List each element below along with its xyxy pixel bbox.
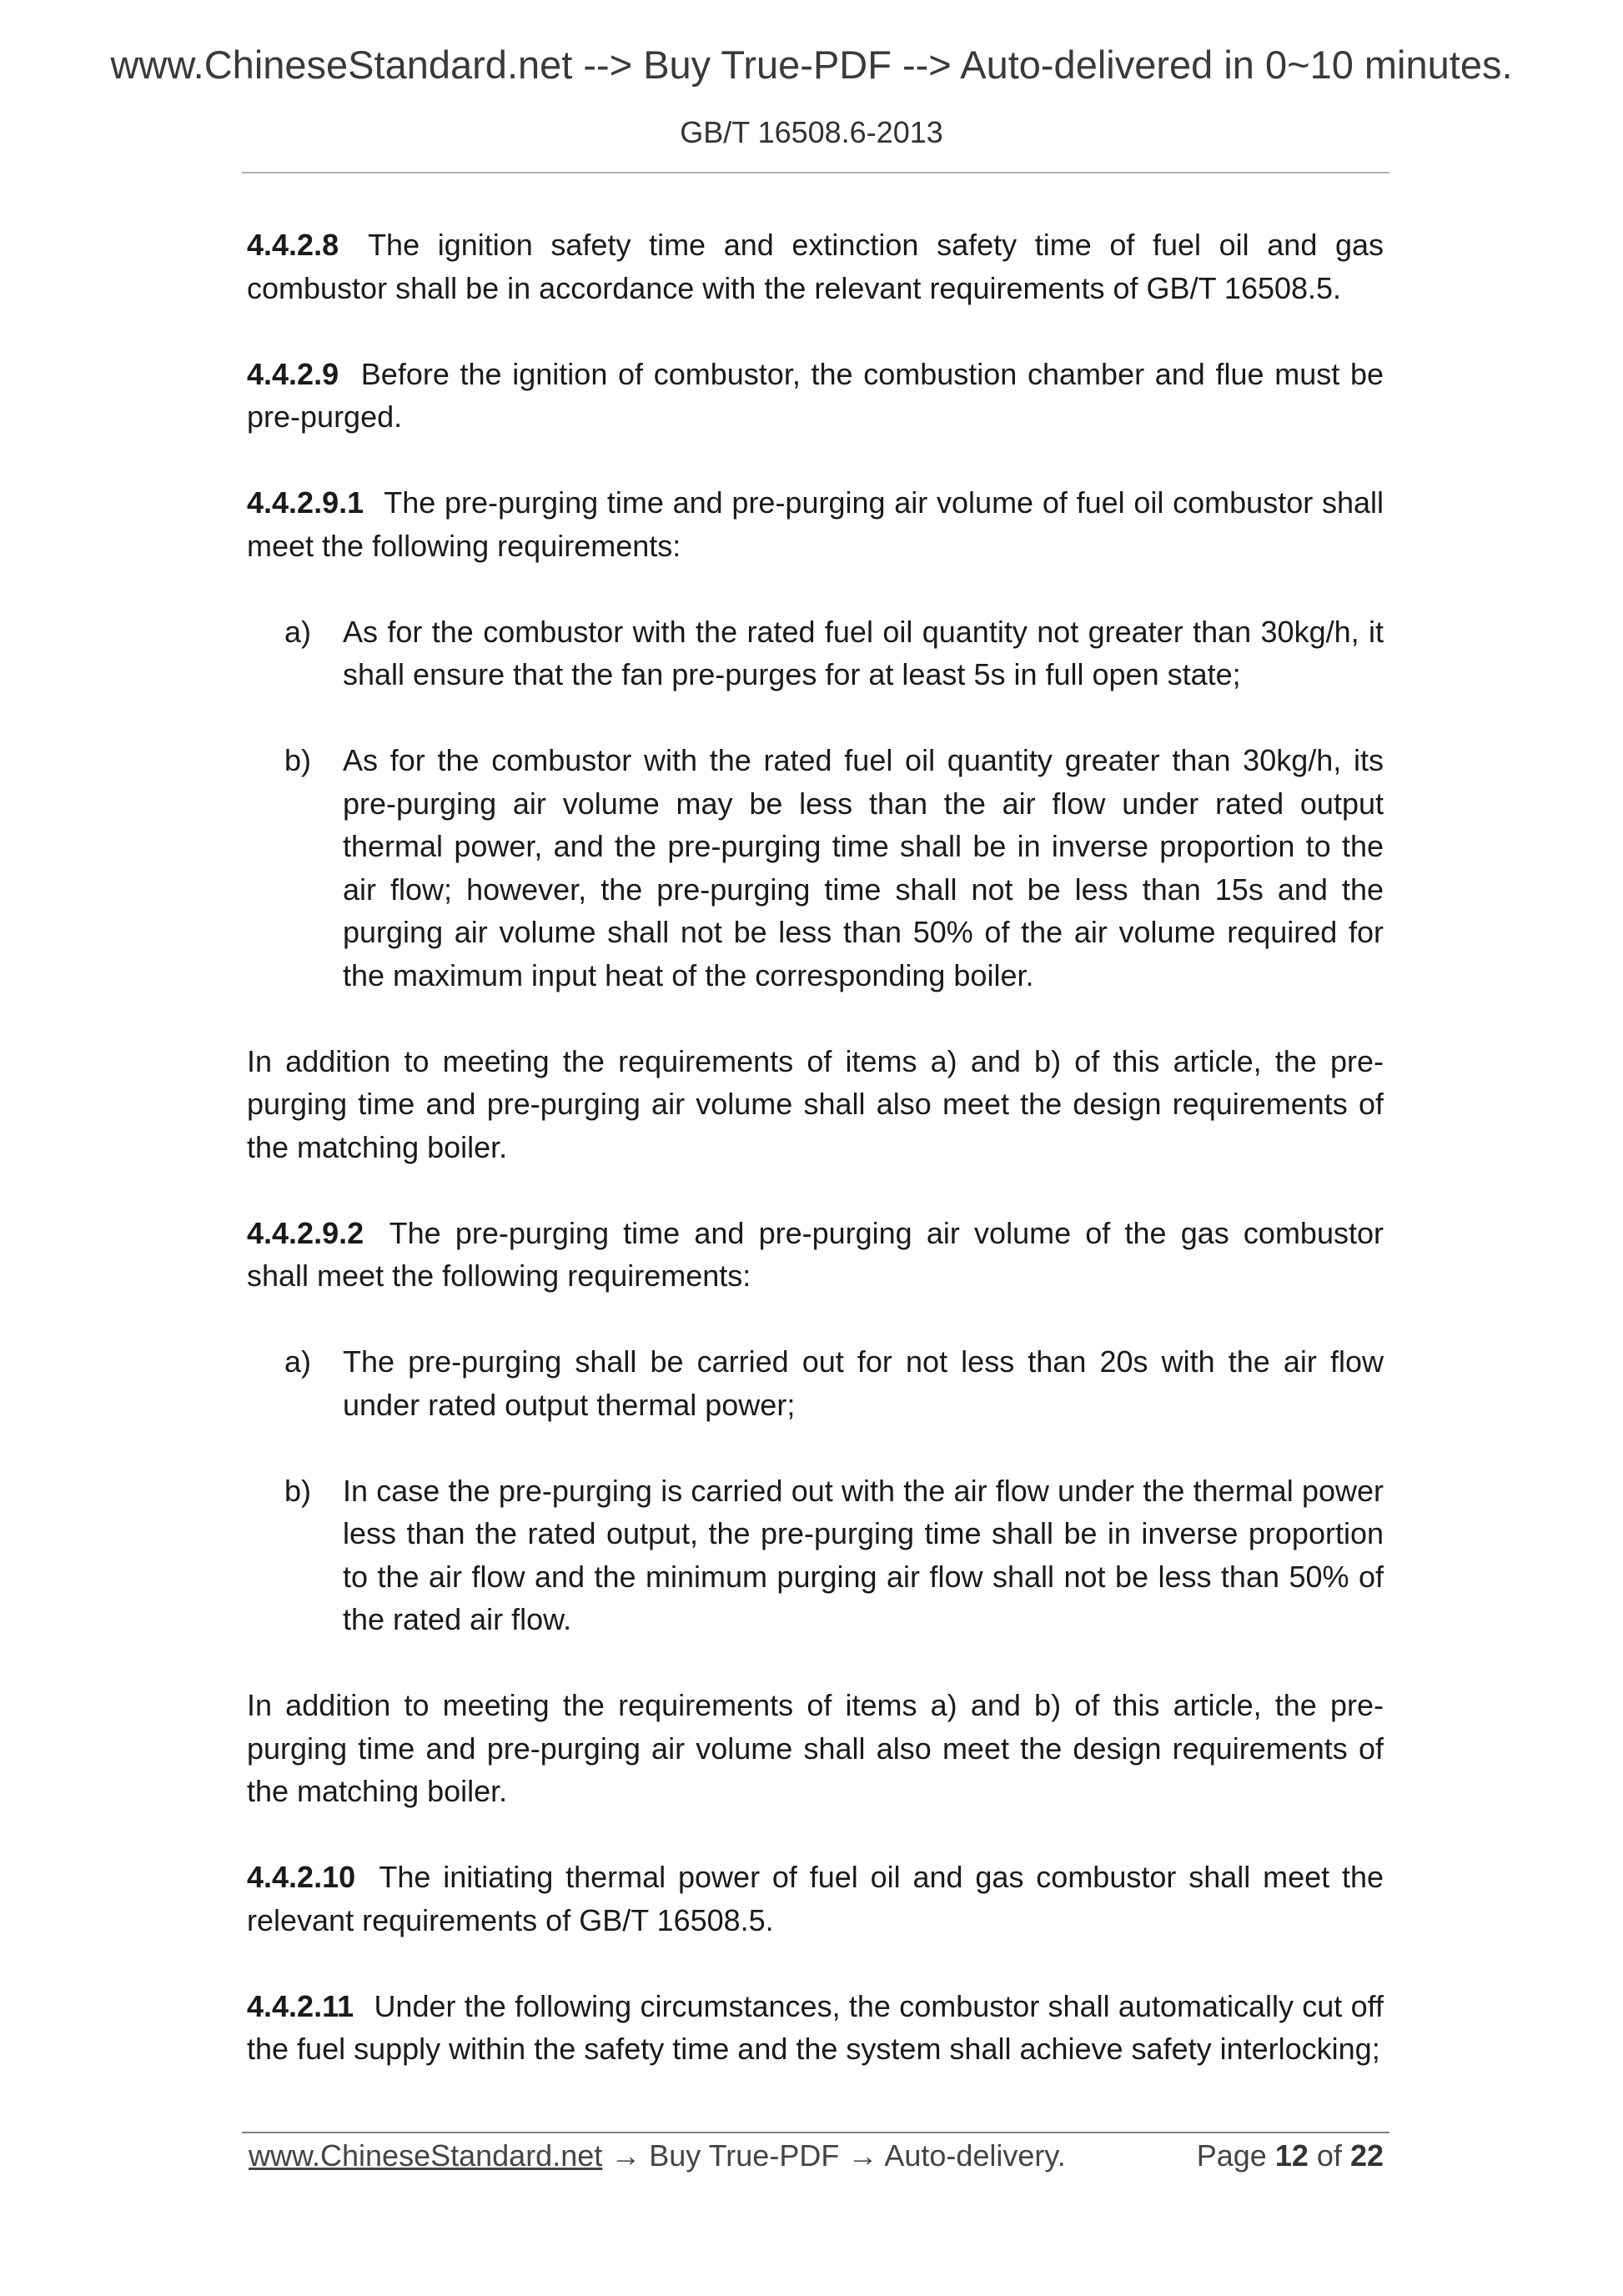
clause-text: Before the ignition of combustor, the combustion chamber and flue must be pre-purged.: [247, 356, 1384, 434]
list-marker: b): [284, 743, 312, 777]
list-marker: b): [284, 1473, 312, 1508]
clause-4-4-2-11: [247, 1985, 1384, 2071]
of-label: of: [1316, 2138, 1342, 2173]
footer-promo: [249, 2135, 1066, 2177]
list-item-text: The pre-purging shall be carried out for not less than 20s with the air flow under rated output thermal power;: [343, 1344, 1384, 1422]
footer-promo-text: → Buy True-PDF → Auto-delivery.: [602, 2138, 1066, 2173]
clause-4-4-2-10: [247, 1856, 1384, 1942]
clause-text: The ignition safety time and extinction safety time of fuel oil and gas combustor shall be in accordance with the relevant requirements of GB/T 16508.5.: [247, 228, 1384, 305]
list-item-text: In case the pre-purging is carried out with the air flow under the thermal power less than the rated output, the pre-purging time shall be in inverse proportion to the air flow and the minimum purging air flow shall not be less than 50% of the rated air flow.: [343, 1473, 1384, 1636]
footer-site-link[interactable]: www.ChineseStandard.net: [249, 2138, 603, 2173]
clause-4-4-2-9: [247, 353, 1384, 439]
list-item-text: As for the combustor with the rated fuel oil quantity not greater than 30kg/h, it shall ensure that the fan pre-purges for at least 5s in full open state;: [343, 614, 1384, 691]
list-item-b: [247, 739, 1384, 997]
list-marker: a): [284, 1344, 312, 1379]
list-item-a: [247, 1340, 1384, 1426]
page-number: 12: [1274, 2138, 1309, 2173]
clause-number: 4.4.2.9.1: [247, 485, 364, 520]
top-banner: www.ChineseStandard.net --> Buy True-PDF --> Auto-delivered in 0~10 minutes.: [110, 43, 1513, 87]
clause-4-4-2-8: [247, 224, 1384, 309]
clause-4-4-2-9-2: [247, 1212, 1384, 1298]
clause-number: 4.4.2.8: [247, 228, 339, 262]
list-item-b: [247, 1470, 1384, 1641]
clause-number: 4.4.2.9.2: [247, 1215, 364, 1250]
footer-divider: [242, 2132, 1389, 2133]
clause-text: The initiating thermal power of fuel oil and gas combustor shall meet the relevant requirements of GB/T 16508.5.: [247, 1860, 1384, 1937]
clause-number: 4.4.2.11: [247, 1988, 354, 2023]
list-item-a: [247, 610, 1384, 696]
document-body: [247, 224, 1384, 2113]
page-indicator: [1197, 2135, 1384, 2177]
document-code: GB/T 16508.6-2013: [680, 115, 943, 149]
list-marker: a): [284, 614, 312, 649]
list-item-text: As for the combustor with the rated fuel oil quantity greater than 30kg/h, its pre-purging air volume may be less than the air flow under rated output thermal power, and the pre-purging time shall be in inverse proportion to the air flow; however, the pre-purging time shall not be less than 15s and the purging air volume shall not be less than 50% of the air volume required for the maximum input heat of the corresponding boiler.: [343, 743, 1384, 992]
clause-number: 4.4.2.10: [247, 1860, 356, 1894]
clause-number: 4.4.2.9: [247, 356, 339, 391]
clause-4-4-2-9-1: [247, 481, 1384, 567]
clause-text: The pre-purging time and pre-purging air volume of fuel oil combustor shall meet the following requirements:: [247, 485, 1384, 563]
clause-text: The pre-purging time and pre-purging air volume of the gas combustor shall meet the following requirements:: [247, 1215, 1384, 1293]
page-label: Page: [1196, 2138, 1267, 2173]
header-divider: [242, 172, 1389, 173]
page-total: 22: [1349, 2138, 1384, 2173]
clause-note: In addition to meeting the requirements of items a) and b) of this article, the pre-purging time and pre-purging air volume shall also meet the design requirements of the matching boiler.: [247, 1043, 1384, 1164]
clause-text: Under the following circumstances, the combustor shall automatically cut off the fuel supply within the safety time and the system shall achieve safety interlocking;: [247, 1988, 1384, 2066]
clause-note: In addition to meeting the requirements of items a) and b) of this article, the pre-purging time and pre-purging air volume shall also meet the design requirements of the matching boiler.: [247, 1688, 1384, 1808]
